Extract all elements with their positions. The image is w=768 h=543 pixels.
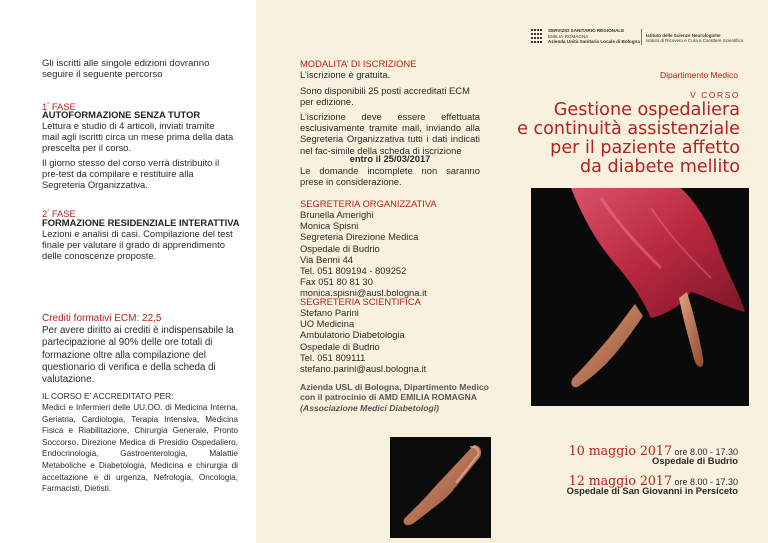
contact-line: Fax 051 80 81 30: [300, 276, 373, 288]
logo-line: Azienda Unità Sanitaria Locale di Bologna: [548, 39, 640, 45]
dancer-photo: [531, 188, 749, 406]
contact-line: Monica Spisni: [300, 220, 359, 232]
accreditation-description: Medici e Infermieri delle UU.OO. di Medicina Interna, Geriatria, Cardiologia, Terapia Intensiva, Medicina Fisica e Riabilitazione, Chirurgia Generale, Pronto Soccorso, Direzione Medica di Presidio Ospedaliero, Endocrinologia, Gastroenterologia, Malattie Metaboliche e Diabetologia, Medicina e chirurgia di accettazione e di urgenza, Nefrologia, Oncologia, Farmacisti, Dietisti.: [42, 403, 238, 494]
contact-line: Tel. 051 809194 - 809252: [300, 265, 407, 277]
phase1-note: Il giorno stesso del corso verrà distribuito il pre-test da compilare e restituire alla Segreteria Organizzativa.: [42, 157, 220, 191]
course-title: [516, 101, 740, 177]
registration-incomplete-note: Le domande incomplete non saranno prese in considerazione.: [300, 165, 480, 188]
title-line: Gestione ospedaliera: [553, 100, 740, 120]
contact-line: Via Benni 44: [300, 253, 353, 265]
dancer-foot-illustration: [390, 437, 491, 538]
intro-text: Gli iscritti alle singole edizioni dovranno seguire il seguente percorso: [42, 58, 210, 81]
logo-line: Istituto delle Scienze Neurologiche: [646, 33, 721, 38]
logo-divider: [641, 29, 642, 45]
department-label: Dipartimento Medico: [660, 70, 738, 80]
contact-email[interactable]: stefano.parini@ausl.bologna.it: [300, 363, 427, 375]
organizing-secretariat-title: SEGRETERIA ORGANIZZATIVA: [300, 198, 437, 209]
organizer-line: Azienda USL di Bologna, Dipartimento Medico: [300, 382, 489, 392]
contact-line: Ambulatorio Diabetologia: [300, 329, 405, 341]
contact-line: Ospedale di Budrio: [300, 242, 380, 254]
contact-line: UO Medicina: [300, 318, 355, 330]
regional-health-service-logo: [548, 28, 640, 45]
phase1-heading: 1° FASE: [42, 101, 76, 113]
title-line: da diabete mellito: [580, 157, 740, 177]
time-value: ore 8.00 - 17.30: [671, 447, 738, 457]
phase1-number: 1: [42, 101, 48, 113]
title-line: per il paziente affetto: [550, 138, 740, 158]
scientific-secretariat-title: SEGRETERIA SCIENTIFICA: [300, 296, 421, 307]
logo-line: Istituto di Ricovero e Cura a Carattere Scientifico: [646, 38, 744, 44]
registration-ecm-seats: Sono disponibili 25 posti accreditati ECM per edizione.: [300, 85, 470, 108]
phase1-description: Lettura e studio di 4 articoli, inviati tramite mail agli iscritti circa un mese prima della data prescelta per il corso.: [42, 120, 234, 154]
contact-line: Segreteria Direzione Medica: [300, 231, 419, 243]
association-line: (Associazione Medici Diabetologi): [300, 402, 439, 413]
contact-line: Brunella Amerighi: [300, 209, 374, 220]
time-value: ore 8.00 - 17.30: [671, 477, 738, 487]
patronage-line: con il patrocinio di AMD EMILIA ROMAGNA: [300, 392, 477, 403]
phase2-heading: 2° FASE: [42, 208, 76, 220]
date-value: 10 maggio 2017: [568, 443, 672, 458]
organizing-secretariat-contacts: [300, 209, 427, 299]
scientific-secretariat-contacts: [300, 307, 426, 374]
contact-line: Tel. 051 809111: [300, 351, 366, 363]
registration-free: L’iscrizione è gratuita.: [300, 69, 391, 80]
phase1-label: FASE: [49, 101, 76, 113]
accreditation-title: IL CORSO E’ ACCREDITATO PER:: [42, 391, 174, 401]
course-edition: V CORSO: [690, 90, 740, 100]
phase2-number: 2: [42, 208, 48, 220]
edition-2-location: Ospedale di San Giovanni in Persiceto: [566, 485, 738, 496]
edition-1-location: Ospedale di Budrio: [652, 455, 738, 466]
ecm-credits-description: Per avere diritto ai crediti è indispensabile la partecipazione al 90% delle ore totali di formazione oltre alla compilazione del questionario di verifica e della scheda di valutazione.: [42, 325, 234, 386]
registration-deadline: entro il 25/03/2017: [349, 153, 431, 164]
ecm-credits-title: Crediti formativi ECM: 22,5: [42, 313, 162, 324]
contact-line: Ospedale di Budrio: [300, 340, 380, 352]
neurological-institute-logo: [646, 33, 743, 44]
organizer-credit: [300, 382, 490, 413]
phase2-description: Lezioni e analisi di casi. Compilazione del test finale per valutare il grado di apprendimento delle conoscenze proposte.: [42, 228, 233, 262]
title-line: e continuità assistenziale: [517, 119, 740, 139]
phase2-label: FASE: [49, 208, 76, 220]
dancer-foot-photo: [390, 437, 491, 538]
dancer-illustration: [531, 188, 749, 406]
registration-method: L’iscrizione deve essere effettuata esclusivamente tramite mail, inviando alla Segreteria Organizzativa tutti i dati indicati nel fac-simile della scheda di iscrizione: [300, 111, 480, 156]
phase1-subtitle: AUTOFORMAZIONE SENZA TUTOR: [42, 109, 201, 120]
logo-line: EMILIA-ROMAGNA: [548, 33, 589, 39]
regional-health-logo-icon: [530, 28, 544, 44]
logo-line: SERVIZIO SANITARIO REGIONALE: [548, 28, 625, 33]
contact-email[interactable]: monica.spisni@ausl.bologna.it: [300, 287, 427, 299]
registration-title: MODALITA’ DI ISCRIZIONE: [300, 58, 417, 69]
contact-line: Stefano Parini: [300, 307, 359, 318]
phase2-subtitle: FORMAZIONE RESIDENZIALE INTERATTIVA: [42, 217, 240, 228]
date-value: 12 maggio 2017: [568, 473, 672, 488]
